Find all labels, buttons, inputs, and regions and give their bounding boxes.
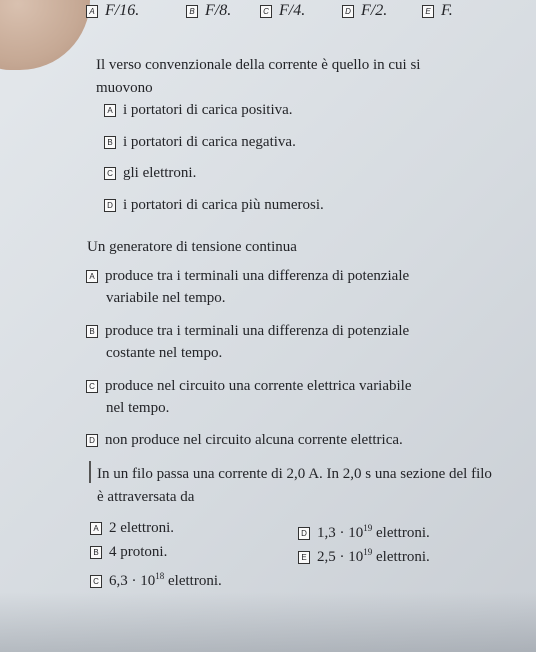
option-text: F/16. <box>105 2 140 19</box>
letter-box: C <box>86 380 98 393</box>
option-text-line1: non produce nel circuito alcuna corrente elettrica. <box>105 432 403 448</box>
option-text: i portatori di carica negativa. <box>123 134 296 150</box>
option-suffix: elettroni. <box>372 525 430 541</box>
letter-box: B <box>104 136 116 149</box>
q3-option-d[interactable] <box>298 518 430 544</box>
q2-option-b[interactable] <box>86 321 409 342</box>
top-option-e[interactable] <box>422 2 453 20</box>
q1-option-b[interactable] <box>104 132 296 153</box>
option-mantissa: 2,5 · 10 <box>317 549 364 565</box>
option-text: F/8. <box>205 2 232 19</box>
letter-box: B <box>86 325 98 338</box>
page-shadow <box>0 592 536 652</box>
letter-box: D <box>298 527 310 540</box>
letter-box: D <box>86 434 98 447</box>
option-text-line1: produce tra i terminali una differenza di potenziale <box>105 268 410 284</box>
option-text-line1: produce tra i terminali una differenza di potenziale <box>105 323 410 339</box>
option-exponent: 18 <box>155 571 165 581</box>
q2-option-c[interactable] <box>86 376 412 397</box>
letter-box: C <box>260 5 272 18</box>
q3-option-c[interactable] <box>90 566 222 592</box>
q3-option-a[interactable] <box>90 518 174 539</box>
q3-stem-line2: è attraversata da <box>97 489 195 505</box>
option-text: 2 elettroni. <box>109 520 174 536</box>
option-text: 4 protoni. <box>109 544 168 560</box>
letter-box: E <box>298 551 310 564</box>
q2-option-a-line2: variabile nel tempo. <box>106 290 226 306</box>
top-option-d[interactable] <box>342 2 387 20</box>
q2-option-a[interactable] <box>86 266 409 287</box>
option-text: F. <box>441 2 453 19</box>
letter-box: A <box>104 104 116 117</box>
letter-box: E <box>422 5 434 18</box>
thumb <box>0 0 90 70</box>
option-suffix: elettroni. <box>164 573 222 589</box>
letter-box: C <box>90 575 102 588</box>
letter-box: B <box>90 546 102 559</box>
q2-option-b-line2: costante nel tempo. <box>106 345 223 361</box>
letter-box: D <box>104 199 116 212</box>
q3-stem-line1: In un filo passa una corrente di 2,0 A. In 2,0 s una sezione del filo <box>97 466 492 482</box>
q3-option-e[interactable] <box>298 542 430 568</box>
option-suffix: elettroni. <box>372 549 430 565</box>
letter-box: A <box>86 5 98 18</box>
option-text: F/2. <box>361 2 388 19</box>
letter-box: B <box>186 5 198 18</box>
q2-option-d[interactable] <box>86 430 403 451</box>
option-text-line1: produce nel circuito una corrente elettrica variabile <box>105 378 412 394</box>
letter-box: C <box>104 167 116 180</box>
q1-option-d[interactable] <box>104 195 324 216</box>
q1-option-a[interactable] <box>104 100 293 121</box>
letter-box: A <box>90 522 102 535</box>
option-exponent: 19 <box>363 523 373 533</box>
letter-box: A <box>86 270 98 283</box>
q1-option-c[interactable] <box>104 163 196 184</box>
q3-option-b[interactable] <box>90 542 167 563</box>
option-text: F/4. <box>279 2 306 19</box>
q1-stem-line1: Il verso convenzionale della corrente è quello in cui si <box>96 57 421 73</box>
option-text: i portatori di carica positiva. <box>123 102 293 118</box>
top-option-c[interactable] <box>260 2 305 20</box>
q1-stem-line2: muovono <box>96 80 153 96</box>
option-text: gli elettroni. <box>123 165 197 181</box>
option-text: i portatori di carica più numerosi. <box>123 197 324 213</box>
q2-option-c-line2: nel tempo. <box>106 400 170 416</box>
top-option-a[interactable] <box>86 2 139 20</box>
option-mantissa: 1,3 · 10 <box>317 525 364 541</box>
option-mantissa: 6,3 · 10 <box>109 573 156 589</box>
option-exponent: 19 <box>363 547 373 557</box>
letter-box: D <box>342 5 354 18</box>
margin-bar <box>89 461 91 483</box>
top-option-b[interactable] <box>186 2 231 20</box>
q2-stem: Un generatore di tensione continua <box>87 239 297 255</box>
